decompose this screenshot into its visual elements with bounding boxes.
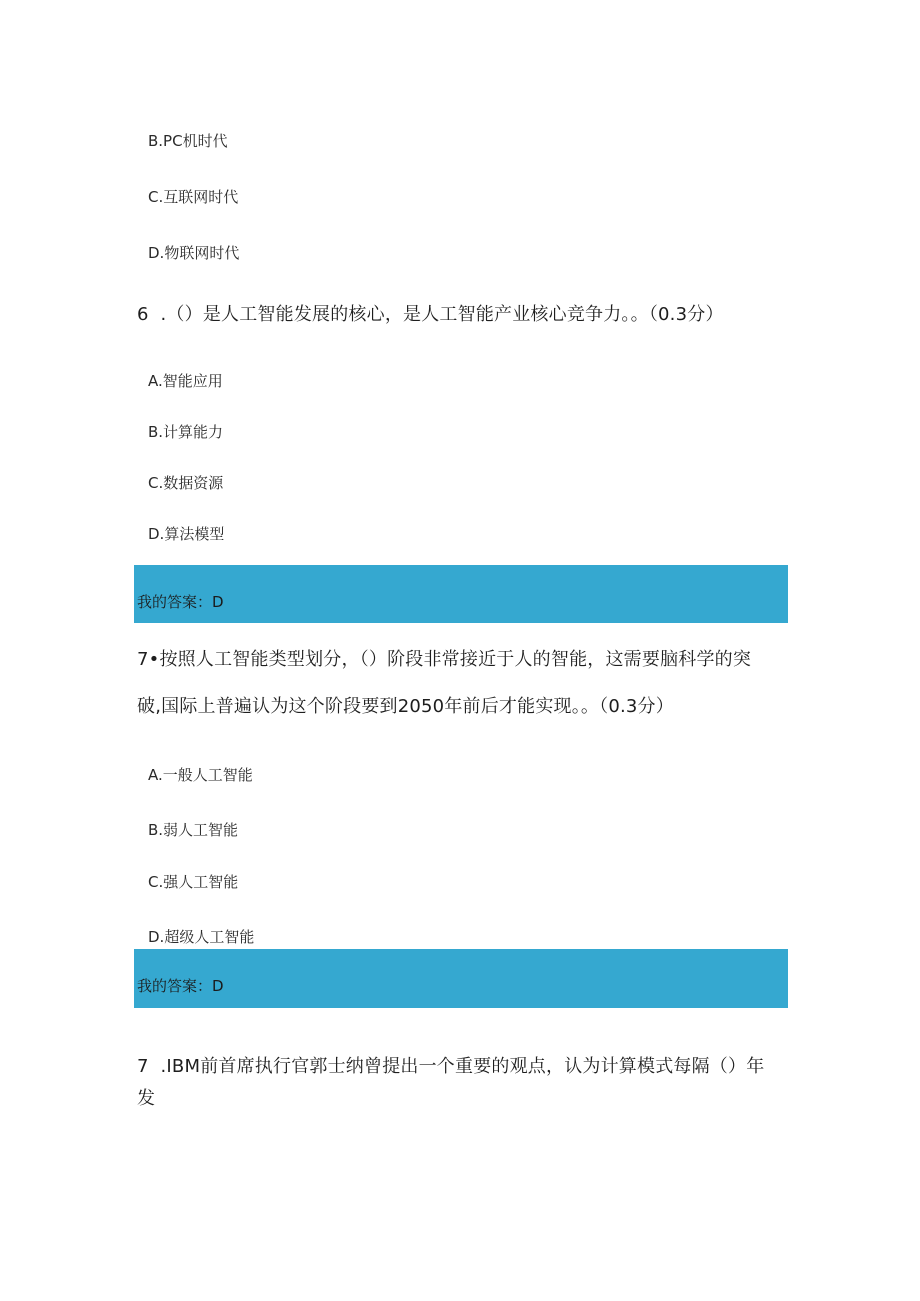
q6-option-a[interactable]: A.智能应用 <box>148 372 223 390</box>
q6-answer-bar <box>134 565 788 623</box>
question-7-line-1: 7•按照人工智能类型划分，（）阶段非常接近于人的智能，这需要脑科学的突 <box>137 649 752 670</box>
q6-option-b[interactable]: B.计算能力 <box>148 423 224 441</box>
option-d[interactable]: D.物联网时代 <box>148 244 240 262</box>
question-6-text: 6 .（）是人工智能发展的核心，是人工智能产业核心竞争力。。（0.3分） <box>137 304 724 325</box>
q6-option-d[interactable]: D.算法模型 <box>148 525 225 543</box>
option-c[interactable]: C.互联网时代 <box>148 188 239 206</box>
q7-answer-text: 我的答案：D <box>137 977 224 995</box>
question-7-line-2: 破,国际上普遍认为这个阶段要到2050年前后才能实现。。（0.3分） <box>137 696 674 717</box>
q6-option-c[interactable]: C.数据资源 <box>148 474 224 492</box>
q7-option-b[interactable]: B.弱人工智能 <box>148 821 239 839</box>
q7-answer-bar <box>134 949 788 1008</box>
q7-option-c[interactable]: C.强人工智能 <box>148 873 239 891</box>
q7-option-d[interactable]: D.超级人工智能 <box>148 928 255 946</box>
question-8-line-2: 发 <box>137 1088 156 1109</box>
option-b[interactable]: B.PC机时代 <box>148 132 228 150</box>
question-8-line-1: 7 .IBM前首席执行官郭士纳曾提出一个重要的观点，认为计算模式每隔（）年 <box>137 1056 765 1077</box>
q6-answer-text: 我的答案：D <box>137 593 224 611</box>
q7-option-a[interactable]: A.一般人工智能 <box>148 766 253 784</box>
